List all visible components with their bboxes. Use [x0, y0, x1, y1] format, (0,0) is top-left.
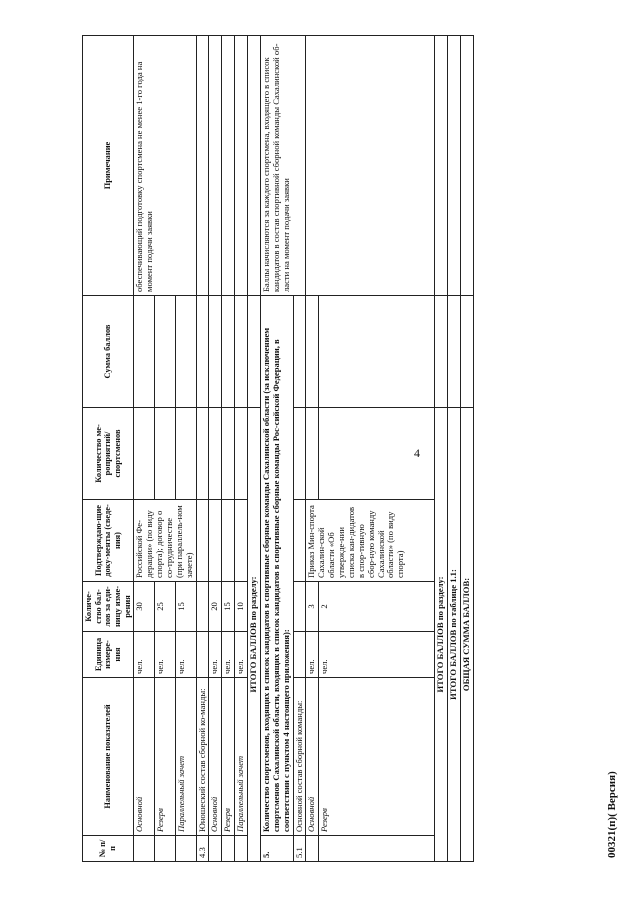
section-total-row	[248, 36, 261, 862]
row-unit: чел.	[175, 632, 196, 678]
row-unit: чел.	[235, 632, 248, 678]
row-num: 5.1	[293, 836, 306, 862]
row-unit: чел.	[222, 632, 235, 678]
row-name: Резерв	[319, 678, 435, 836]
header-count: Количество ме-роприятий/ спортсменов	[83, 408, 134, 500]
document-footer: 00321(п)( Версия)	[606, 771, 618, 858]
row-name: Параллельный зачет	[175, 678, 196, 836]
row-name: Основной	[209, 678, 222, 836]
header-num: № п/п	[83, 836, 134, 862]
header-points: Количе-ство бал-лов за еди-ницу изме-рения	[83, 582, 134, 632]
row-points: 15	[222, 582, 235, 632]
row-name: Основной состав сборной команды:	[293, 678, 306, 836]
page-number: 4	[414, 446, 420, 460]
row-num: 4.3	[196, 836, 209, 862]
row-name: Параллельный зачет	[235, 678, 248, 836]
table-row	[260, 36, 293, 862]
row-points: 20	[209, 582, 222, 632]
row-name: Юношеский состав сборной ко-манды:	[196, 678, 209, 836]
table-row	[196, 36, 209, 862]
table-row	[235, 36, 248, 862]
row-note: Баллы начисляются за каждого спортсмена, входящего в список кандидатов в состав спортивной сборной команды Сахалинской об-ласти на момент подачи заявки	[260, 36, 306, 296]
row-section-title: Количество спортсменов, входящих в список кандидатов в спортивные сборные команды Сахалинской области (за исключением спортсменов Сахалинской области, входящих в список кандидатов в спортивные сборные команды Рос-сийской Федерации, в соответствии с пунктом 4 настоящего приложения):	[260, 296, 293, 836]
row-points: 25	[155, 582, 176, 632]
section-total-label: ИТОГО БАЛЛОВ по разделу:	[435, 408, 448, 862]
row-unit: чел.	[209, 632, 222, 678]
table-total-label: ИТОГО БАЛЛОВ по таблице 1.1:	[448, 408, 461, 862]
table-row	[209, 36, 222, 862]
row-unit: чел.	[155, 632, 176, 678]
row-docs: Приказ Мин-спорта Сахалин-ской области «Об утвержде-нии списка кан-дидатов в спор-тивную сбор-ную команду Сахалинской области» (по виду спорта)	[306, 500, 435, 582]
header-unit: Единица измере-ния	[83, 632, 134, 678]
row-unit: чел.	[134, 632, 155, 678]
row-note: обеспечивающий подготовку спортсмена не менее 1-го года на момент подачи заявки	[134, 36, 196, 296]
grand-total-row	[461, 36, 474, 862]
table-row	[222, 36, 235, 862]
scoring-table	[82, 35, 474, 862]
header-docs: Подтверждаю-щие доку-менты (сведе-ния)	[83, 500, 134, 582]
table-row	[134, 36, 155, 862]
row-points: 15	[175, 582, 196, 632]
row-points: 30	[134, 582, 155, 632]
header-note: Примечание	[83, 36, 134, 296]
row-num: 5.	[260, 836, 293, 862]
section-total-label: ИТОГО БАЛЛОВ по разделу:	[248, 408, 261, 862]
section-total-row	[435, 36, 448, 862]
row-points: 3	[306, 582, 319, 632]
row-name: Основной	[134, 678, 155, 836]
row-name: Резерв	[155, 678, 176, 836]
table-row	[306, 36, 319, 862]
row-points: 2	[319, 582, 435, 632]
row-docs: Российской Фе-дерации» (по виду спорта); договор о со-трудничестве (при параллель-ном зачете)	[134, 500, 196, 582]
grand-total-label: ОБЩАЯ СУММА БАЛЛОВ:	[461, 408, 474, 862]
scoring-table-container	[82, 36, 520, 862]
row-unit: чел.	[319, 632, 435, 678]
table-header-row	[83, 36, 134, 862]
table-total-row	[448, 36, 461, 862]
row-name: Резерв	[222, 678, 235, 836]
header-name: Наименование показателей	[83, 678, 134, 836]
row-points: 10	[235, 582, 248, 632]
header-sum: Сумма баллов	[83, 296, 134, 408]
row-name: Основной	[306, 678, 319, 836]
row-unit: чел.	[306, 632, 319, 678]
